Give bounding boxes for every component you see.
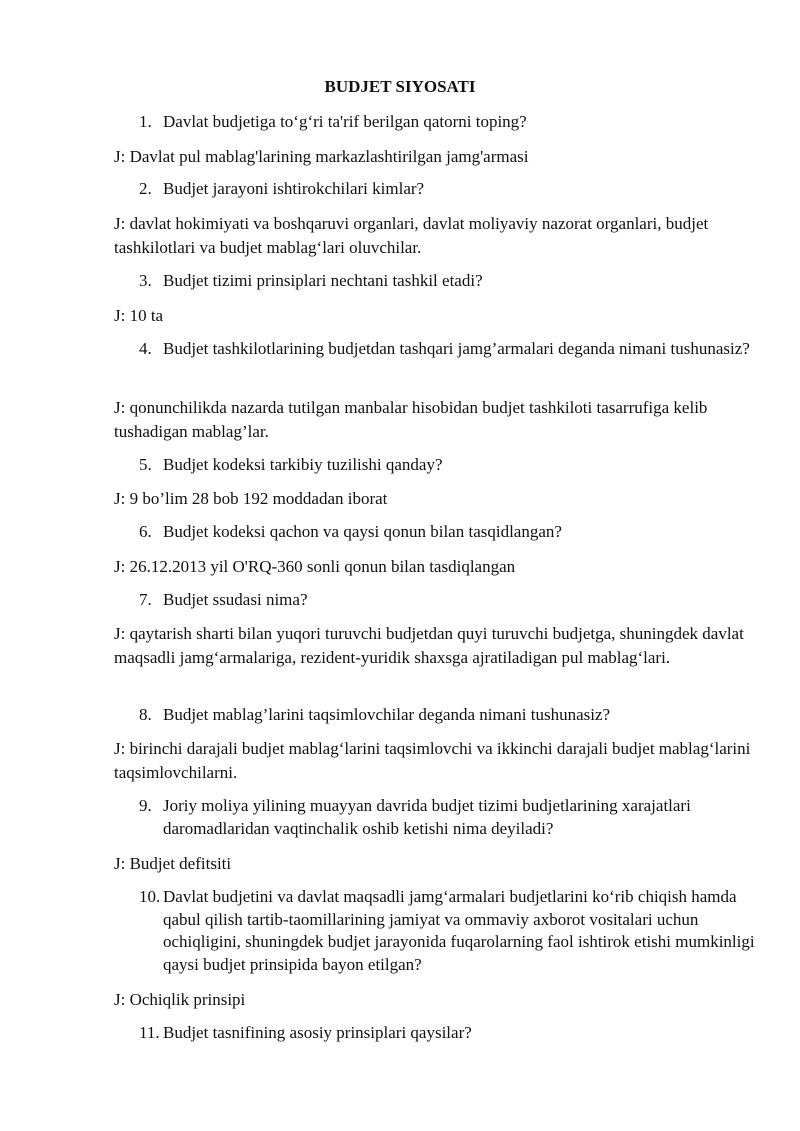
question-text: Budjet ssudasi nima?	[163, 590, 308, 609]
question-number: 11.	[139, 1023, 160, 1042]
question-text: Davlat budjetini va davlat maqsadli jamg‘armalari budjetlarini ko‘rib chiqish hamda qabul qilish tartib-taomillarining jamiyat va ommaviy axborot vositalari uchun ochiqligini, shuningdek budjet jarayonida fuqarolarning faol ishtirok etishi mumkinligi qaysi budjet prinsipida bayon etilgan?	[163, 887, 755, 974]
question-2	[139, 178, 759, 201]
answer-6: J: 26.12.2013 yil O'RQ-360 sonli qonun bilan tasdiqlangan	[114, 557, 516, 576]
answer-3: J: 10 ta	[114, 306, 164, 325]
question-number: 7.	[139, 590, 152, 609]
question-text: Budjet tasnifining asosiy prinsiplari qaysilar?	[163, 1023, 472, 1042]
question-8	[139, 704, 759, 727]
answer-10: J: Ochiqlik prinsipi	[114, 990, 246, 1009]
answer-5: J: 9 bo’lim 28 bob 192 moddadan iborat	[114, 489, 388, 508]
question-number: 9.	[139, 796, 152, 815]
question-number: 1.	[139, 112, 152, 131]
question-7	[139, 589, 759, 612]
question-5	[139, 454, 759, 477]
question-number: 8.	[139, 705, 152, 724]
question-text: Budjet tashkilotlarining budjetdan tashqari jamg’armalari deganda nimani tushunasiz?	[163, 339, 750, 358]
question-number: 6.	[139, 522, 152, 541]
question-1	[139, 111, 759, 134]
question-number: 3.	[139, 271, 152, 290]
question-text: Budjet kodeksi tarkibiy tuzilishi qanday?	[163, 455, 443, 474]
answer-9: J: Budjet defitsiti	[114, 854, 232, 873]
document-title: BUDJET SIYOSATI	[324, 77, 476, 96]
question-4	[139, 338, 759, 361]
question-number: 5.	[139, 455, 152, 474]
answer-7: J: qaytarish sharti bilan yuqori turuvchi budjetdan quyi turuvchi budjetga, shuningdek davlat maqsadli jamg‘armalariga, rezident-yuridik shaxsga ajratiladigan pul mablag‘lari.	[114, 624, 744, 667]
question-9	[139, 795, 759, 840]
question-6	[139, 521, 759, 544]
question-11	[139, 1022, 759, 1045]
question-text: Joriy moliya yilining muayyan davrida budjet tizimi budjetlarining xarajatlari daromadlaridan vaqtinchalik oshib ketishi nima deyiladi?	[163, 796, 691, 838]
question-text: Budjet kodeksi qachon va qaysi qonun bilan tasqidlangan?	[163, 522, 562, 541]
question-text: Budjet tizimi prinsiplari nechtani tashkil etadi?	[163, 271, 483, 290]
question-number: 2.	[139, 179, 152, 198]
question-text: Budjet jarayoni ishtirokchilari kimlar?	[163, 179, 425, 198]
question-number: 4.	[139, 339, 152, 358]
answer-8: J: birinchi darajali budjet mablag‘larini taqsimlovchi va ikkinchi darajali budjet mablag‘larini taqsimlovchilarni.	[114, 739, 751, 782]
question-number: 10.	[139, 887, 161, 906]
answer-2: J: davlat hokimiyati va boshqaruvi organlari, davlat moliyaviy nazorat organlari, budjet tashkilotlari va budjet mablag‘lari oluvchilar.	[114, 214, 709, 257]
answer-1: J: Davlat pul mablag'larining markazlashtirilgan jamg'armasi	[114, 147, 529, 166]
question-text: Budjet mablag’larini taqsimlovchilar deganda nimani tushunasiz?	[163, 705, 611, 724]
answer-4: J: qonunchilikda nazarda tutilgan manbalar hisobidan budjet tashkiloti tasarrufiga kelib tushadigan mablag’lar.	[114, 398, 708, 441]
question-text: Davlat budjetiga to‘g‘ri ta'rif berilgan qatorni toping?	[163, 112, 527, 131]
question-3	[139, 270, 759, 293]
question-10	[139, 886, 759, 976]
